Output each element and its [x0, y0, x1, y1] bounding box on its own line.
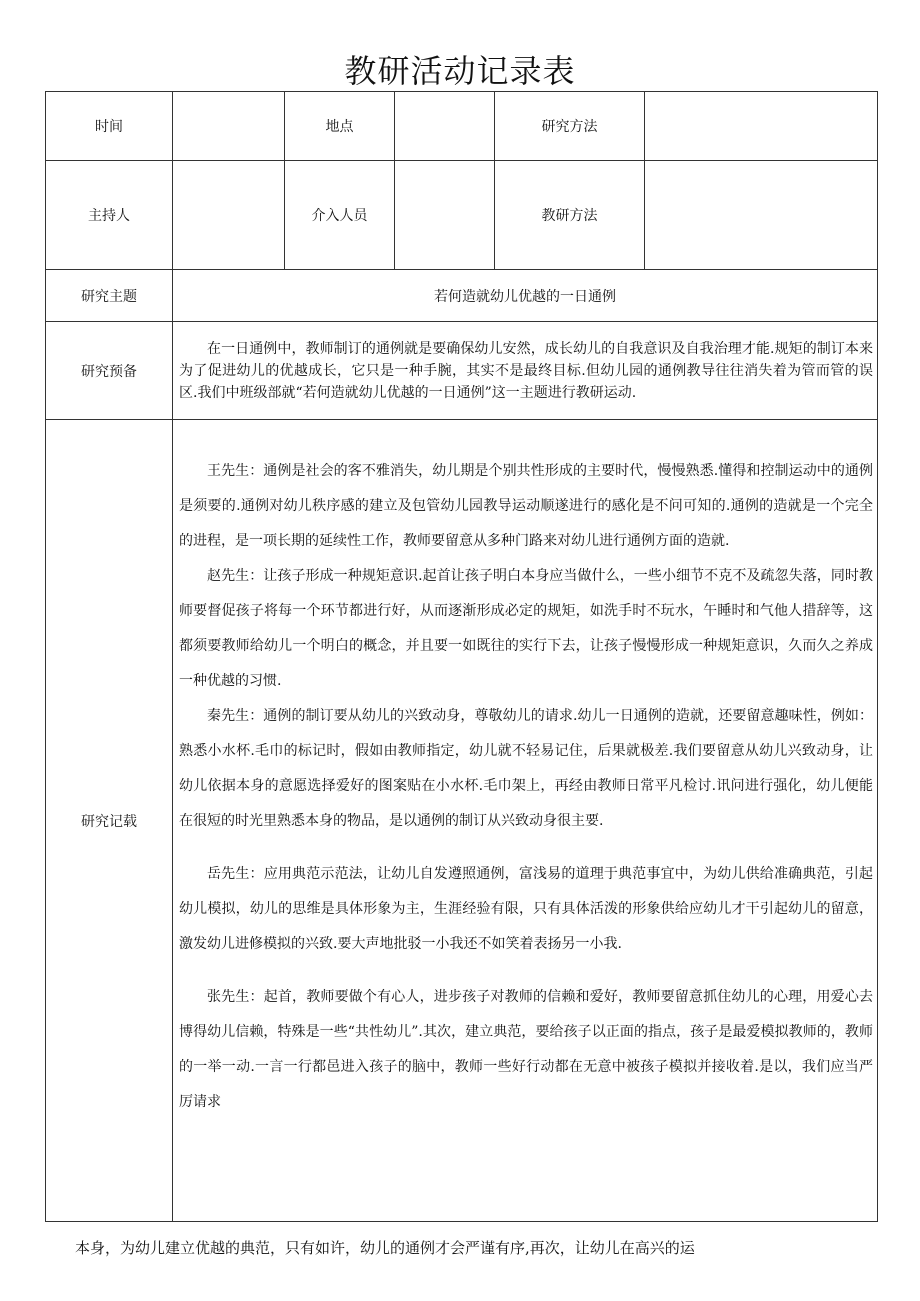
row-record — [46, 420, 878, 1222]
topic-value: 若何造就幼儿优越的一日通例 — [173, 270, 878, 322]
teaching-method-field[interactable] — [645, 161, 878, 270]
participants-label: 介入人员 — [285, 161, 395, 270]
host-label: 主持人 — [46, 161, 173, 270]
preparation-text: 在一日通例中，教师制订的通例就是要确保幼儿安然，成长幼儿的自我意识及自我治理才能.规矩的制订本来为了促进幼儿的优越成长，它只是一种手腕，其实不是最终目标.但幼儿园的通例教导往往消失着为管而管的误区.我们中班级部就“若何造就幼儿优越的一日通例”这一主题进行教研运动. — [179, 340, 873, 401]
page-title: 教研活动记录表 — [344, 52, 576, 90]
time-field[interactable] — [173, 92, 285, 161]
time-label: 时间 — [46, 92, 173, 161]
record-text-cell — [173, 420, 878, 1222]
row-time-place-method — [46, 92, 878, 161]
row-host-participants — [46, 161, 878, 270]
preparation-label: 研究预备 — [46, 322, 173, 420]
record-paragraph: 张先生：起首，教师要做个有心人，进步孩子对教师的信赖和爱好，教师要留意抓住幼儿的心理，用爱心去博得幼儿信赖，特殊是一些“共性幼儿”.其次，建立典范，要给孩子以正面的指点，孩子是最爱模拟教师的，教师的一举一动.一言一行都邑进入孩子的脑中，教师一些好行动都在无意中被孩子模拟并接收着.是以，我们应当严厉请求 — [179, 989, 873, 1110]
record-label: 研究记载 — [46, 420, 173, 1222]
continuation-text: 本身，为幼儿建立优越的典范，只有如许，幼儿的通例才会严谨有序,再次，让幼儿在高兴的运 — [75, 1239, 695, 1257]
record-paragraph: 赵先生：让孩子形成一种规矩意识.起首让孩子明白本身应当做什么，一些小细节不克不及疏忽失落，同时教师要督促孩子将每一个环节都进行好，从而逐渐形成必定的规矩，如洗手时不玩水，午睡时和气他人措辞等，这都须要教师给幼儿一个明白的概念，并且要一如既往的实行下去，让孩子慢慢形成一种规矩意识，久而久之养成一种优越的习惯. — [179, 568, 873, 689]
row-topic — [46, 270, 878, 322]
record-form-table — [45, 91, 878, 1222]
record-paragraph: 王先生：通例是社会的客不雅消失，幼儿期是个别共性形成的主要时代，慢慢熟悉.懂得和控制运动中的通例是须要的.通例对幼儿秩序感的建立及包管幼儿园教导运动顺遂进行的感化是不问可知的.通例的造就是一个完全的进程，是一项长期的延续性工作，教师要留意从多种门路来对幼儿进行通例方面的造就. — [179, 463, 873, 549]
preparation-text-cell — [173, 322, 878, 420]
research-method-label: 研究方法 — [495, 92, 645, 161]
record-paragraph: 秦先生：通例的制订要从幼儿的兴致动身，尊敬幼儿的请求.幼儿一日通例的造就，还要留意趣味性，例如：熟悉小水杯.毛巾的标记时，假如由教师指定，幼儿就不轻易记住，后果就极差.我们要留意从幼儿兴致动身，让幼儿依据本身的意愿选择爱好的图案贴在小水杯.毛巾架上，再经由教师日常平凡检讨.讯问进行强化，幼儿便能在很短的时光里熟悉本身的物品，是以通例的制订从兴致动身很主要. — [179, 708, 873, 829]
place-label: 地点 — [285, 92, 395, 161]
row-preparation — [46, 322, 878, 420]
topic-label: 研究主题 — [46, 270, 173, 322]
participants-field[interactable] — [395, 161, 495, 270]
record-paragraph: 岳先生：应用典范示范法，让幼儿自发遵照通例，富浅易的道理于典范事宜中，为幼儿供给准确典范，引起幼儿模拟，幼儿的思维是具体形象为主，生涯经验有限，只有具体活泼的形象供给应幼儿才干引起幼儿的留意，激发幼儿进修模拟的兴致.要大声地批驳一小我还不如笑着表扬另一小我. — [179, 866, 873, 952]
teaching-method-label: 教研方法 — [495, 161, 645, 270]
research-method-field[interactable] — [645, 92, 878, 161]
place-field[interactable] — [395, 92, 495, 161]
host-field[interactable] — [173, 161, 285, 270]
